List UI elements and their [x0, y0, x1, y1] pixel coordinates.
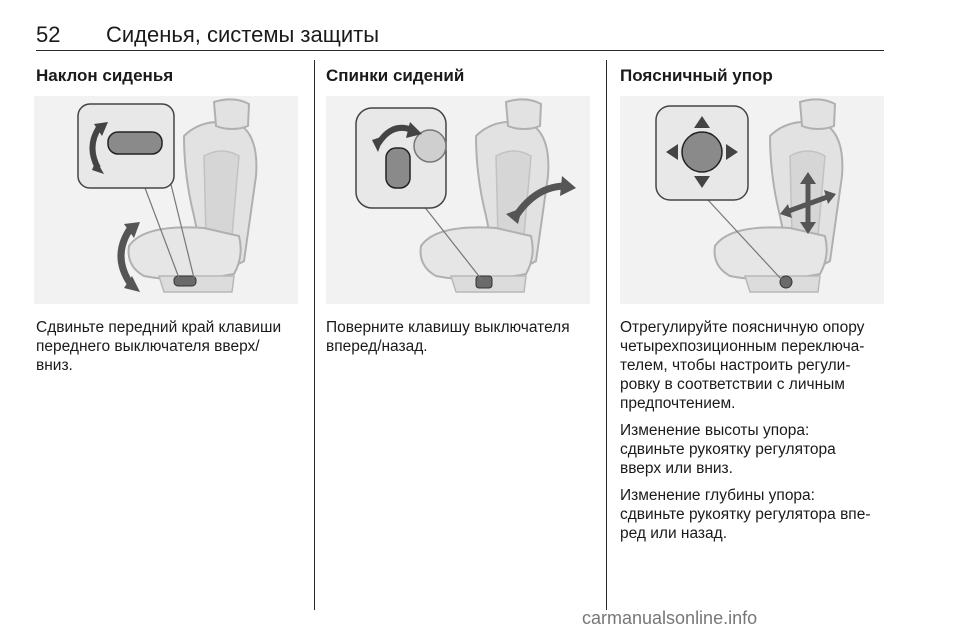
- section-seatbacks: [326, 66, 464, 86]
- section-seat-tilt: [36, 66, 173, 86]
- seat-tilt-illustration: [34, 96, 298, 304]
- page-header: [36, 22, 884, 50]
- column-divider-1: [314, 60, 315, 610]
- paragraph: Отрегулируйте поясничную опору четырехпозиционным переключа- телем, чтобы настроить регули- ровку в соответствии с личным предпочтением.: [620, 319, 865, 412]
- section-text: [36, 318, 306, 383]
- paragraph: Сдвиньте передний край клавиши переднего выключателя вверх/ вниз.: [36, 319, 282, 374]
- section-heading: Наклон сиденья: [36, 66, 174, 85]
- page-title: Сиденья, системы защиты: [106, 22, 380, 47]
- header-rule: [36, 50, 884, 51]
- section-text: [620, 318, 892, 551]
- seatback-illustration: [326, 96, 590, 304]
- paragraph: Изменение высоты упора: сдвиньте рукоятку регулятора вверх или вниз.: [620, 422, 836, 477]
- section-heading: Спинки сидений: [326, 66, 465, 85]
- paragraph: Изменение глубины упора: сдвиньте рукоятку регулятора впе- ред или назад.: [620, 487, 871, 542]
- column-divider-2: [606, 60, 607, 610]
- lumbar-illustration: [620, 96, 884, 304]
- section-heading: Поясничный упор: [620, 66, 773, 85]
- paragraph: Поверните клавишу выключателя вперед/назад.: [326, 319, 570, 355]
- section-lumbar: [620, 66, 773, 86]
- watermark: carmanualsonline.info: [582, 608, 758, 628]
- page-number: 52: [36, 22, 61, 47]
- section-text: [326, 318, 598, 364]
